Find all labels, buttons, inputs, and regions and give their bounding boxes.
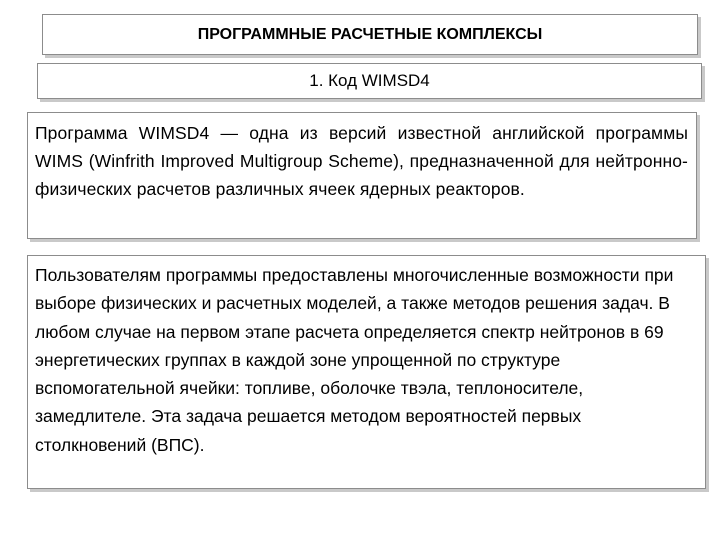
slide-subtitle: 1. Код WIMSD4: [309, 71, 430, 90]
paragraph-1: Программа WIMSD4 — одна из версий известной английской программы WIMS (Winfrith Improved Multigroup Scheme), предназначенной для нейтронно-физических расчетов различных ячеек ядерных реакторов.: [35, 123, 688, 200]
paragraph-2: Пользователям программы предоставлены многочисленные возможности при выборе физических и расчетных моделей, а также методов решения задач. В любом случае на первом этапе расчета определяется спектр нейтронов в 69 энергетических группах в каждой зоне упрощенной по структуре вспомогательной ячейки: топливе, оболочке твэла, теплоносителе, замедлителе. Эта задача решается методом вероятностей первых столкновений (ВПС).: [35, 265, 674, 455]
paragraph-box-1: [27, 112, 697, 239]
paragraph-box-2: [27, 255, 706, 489]
title-box: [42, 14, 698, 55]
slide-title: ПРОГРАММНЫЕ РАСЧЕТНЫЕ КОМПЛЕКСЫ: [197, 25, 543, 43]
subtitle-box: [37, 63, 702, 99]
